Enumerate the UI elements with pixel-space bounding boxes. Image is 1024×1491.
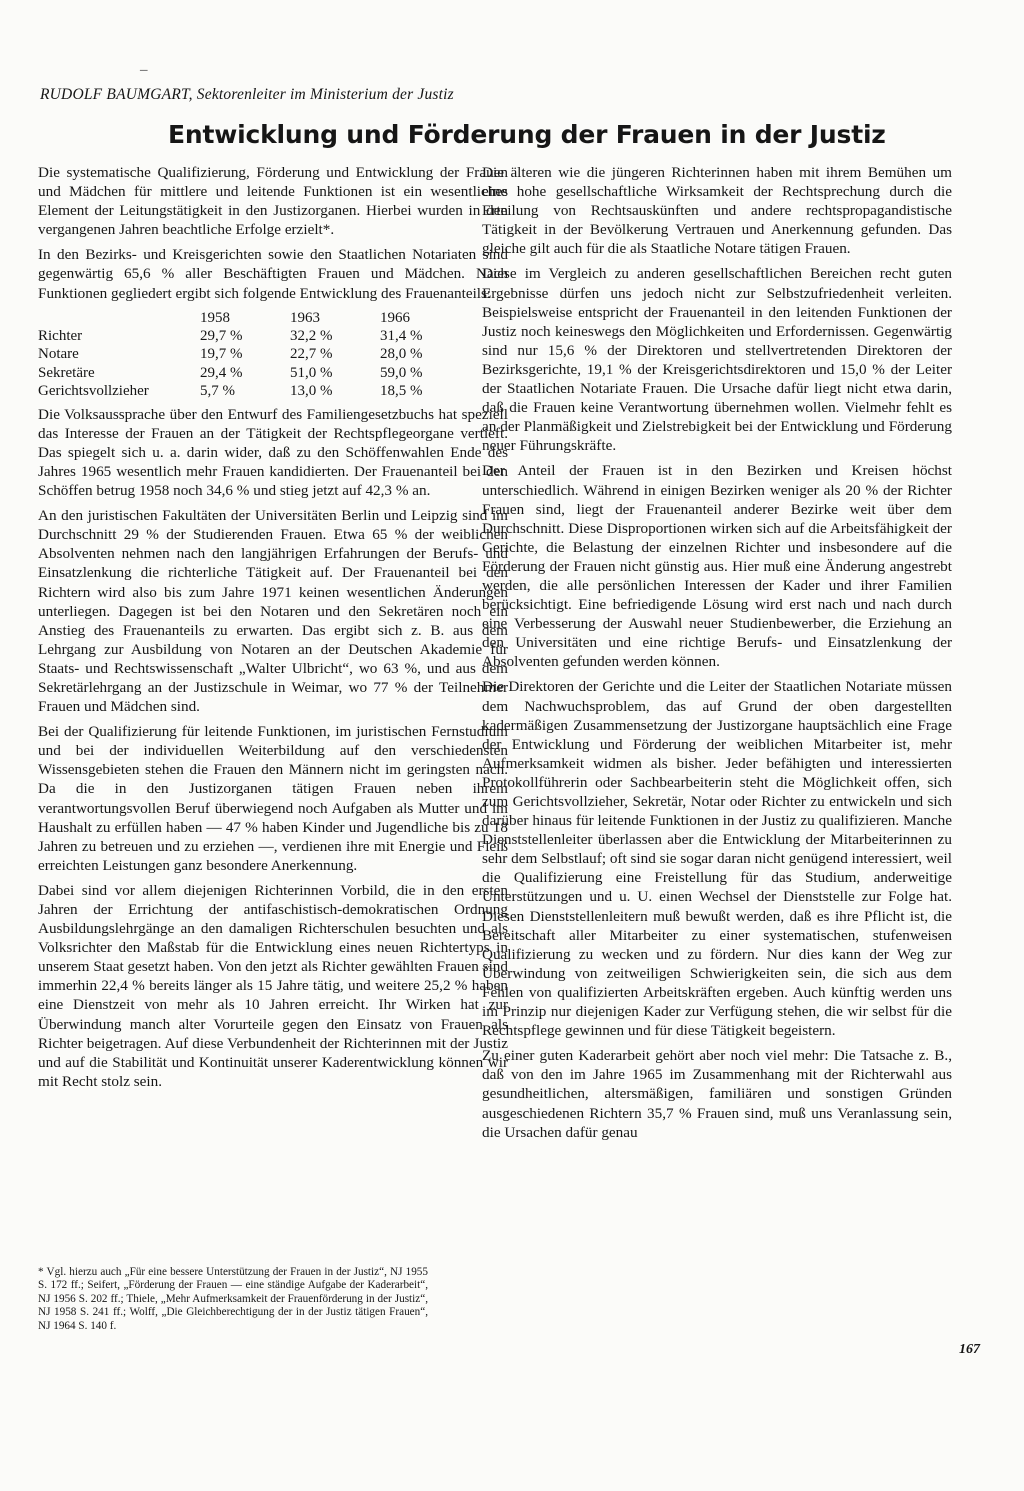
paragraph: Die Direktoren der Gerichte und die Leiter der Staatlichen Notariate müssen dem Nachwuchsproblem, das auf Grund der oben dargestellten kadermäßigen Zusammensetzung der Justizorgane hauptsächlich eine Frage der Entwicklung und Förderung der weiblichen Mitarbeiter ist, mehr Aufmerksamkeit widmen als bisher. Jeder befähigten und interessierten Protokollführerin oder Sachbearbeiterin steht die Möglichkeit offen, sich zum Gerichtsvollzieher, Sekretär, Notar oder Richter zu entwickeln und sich darüber hinaus für leitende Funktionen in der Justiz zu qualifizieren. Manche Dienststellenleiter überlassen aber die Entwicklung der Mitarbeiterinnen zu sehr dem Selbstlauf; oft sind sie sogar daran nicht genügend interessiert, weil die Qualifizierung eine Freistellung für das Studium, anderweitige Unterstützungen und u. U. einen Wechsel der Dienststelle zur Folge hat. Diesen Dienststellenleitern muß bewußt werden, daß es ihre Pflicht ist, die Bereitschaft aller Mitarbeiter zu einer systematischen, stufenweisen Qualifizierung zu wecken und zu fördern. Nur dies kann der Weg zur Überwindung von zeitweiligen Schwierigkeiten sein, die sich aus dem Fehlen von qualifizierten Arbeitskräften ergeben. Auch künftig werden uns im Prinzip nur diejenigen Kader zur Verfügung stehen, die wir selbst für die Rechtspflege gewinnen und für diese Tätigkeit begeistern. [482,678,952,1040]
paragraph: Die Volksaussprache über den Entwurf des Familiengesetzbuchs hat speziell das Interesse der Frauen an der Tätigkeit der Rechtspflegeorgane vertieft. Das spiegelt sich u. a. darin wider, daß zu den Schöffenwahlen Ende des Jahres 1965 wesentlich mehr Frauen kandidierten. Der Frauenanteil bei den Schöffen betrug 1958 noch 34,6 % und stieg jetzt auf 42,3 % an. [38,405,508,500]
table-cell: 5,7 % [200,383,235,400]
right-column [482,163,952,1148]
row-label: Richter [38,327,83,344]
table-cell: 51,0 % [290,364,333,381]
table-cell: 13,0 % [290,383,333,400]
stray-mark: – [140,62,148,78]
paragraph: Der Anteil der Frauen ist in den Bezirken und Kreisen höchst unterschiedlich. Während in einigen Bezirken weniger als 20 % der Richter Frauen sind, liegt der Frauenanteil anderer Bezirke weit über dem Durchschnitt. Diese Disproportionen wirken sich auf die Arbeitsfähigkeit der Gerichte, die Belastung der einzelnen Richter und insbesondere auf die Förderung der Frauen nicht günstig aus. Hier muß eine Änderung angestrebt werden, die alle persönlichen Interessen der Kader und ihrer Familien berücksichtigt. Eine befriedigende Lösung wird erst nach und nach durch eine Verbesserung der Auswahl neuer Studienbewerber, die Erziehung an den Universitäten und eine richtige Berufs- und Einsatzlenkung der Absolventen gefunden werden können. [482,462,952,671]
article-headline: Entwicklung und Förderung der Frauen in der Justiz [168,120,886,149]
footnote: * Vgl. hierzu auch „Für eine bessere Unterstützung der Frauen in der Justiz“, NJ 1955 S. 172 ff.; Seifert, „Förderung der Frauen — eine ständige Aufgabe der Kaderarbeit“, NJ 1956 S. 202 ff.; Thiele, „Mehr Aufmerksamkeit der Frauenförderung in der Justiz“, NJ 1958 S. 241 ff.; Wolff, „Die Gleichberechtigung der in der Justiz tätigen Frauen“, NJ 1964 S. 140 f. [38,1266,428,1332]
paragraph: An den juristischen Fakultäten der Universitäten Berlin und Leipzig sind im Durchschnitt 29 % der Studierenden Frauen. Etwa 65 % der weiblichen Absolventen nehmen nach den langjährigen Erfahrungen der Berufs- und Einsatzlenkung die richterliche Tätigkeit auf. Der Frauenanteil bei den Richtern wird also bis zum Jahre 1971 keinen wesentlichen Änderungen unterliegen. Dagegen ist bei den Notaren und den Sekretären noch ein Anstieg des Frauenanteils zu erwarten. Das ergibt sich z. B. aus dem Lehrgang zur Ausbildung von Notaren an der Deutschen Akademie für Staats- und Rechtswissenschaft „Walter Ulbricht“, wo 63 %, und aus dem Sekretärlehrgang an der Justizschule in Weimar, wo 77 % der Teilnehmer Frauen und Mädchen sind. [38,507,508,716]
paragraph: Die älteren wie die jüngeren Richterinnen haben mit ihrem Bemühen um eine hohe gesellschaftliche Wirksamkeit der Rechtsprechung durch die Erteilung von Rechtsauskünften und andere rechtspropagandistische Tätigkeit in der Bevölkerung Vertrauen und Anerkennung gefunden. Das gleiche gilt auch für die als Staatliche Notare tätigen Frauen. [482,164,952,258]
table-cell: 31,4 % [380,327,423,344]
table-cell: 22,7 % [290,346,333,363]
page-number: 167 [959,1342,980,1357]
women-share-table [38,309,458,401]
table-row [38,364,458,383]
table-cell: 29,7 % [200,327,243,344]
year-header: 1963 [290,309,320,326]
paragraph: Die systematische Qualifizierung, Förderung und Entwicklung der Frauen und Mädchen für mittlere und leitende Funktionen ist ein wesentliches Element der Leitungstätigkeit in den Justizorganen. Hierbei wurden in den vergangenen Jahren beachtliche Erfolge erzielt*. [38,164,508,239]
table-row [38,345,458,364]
table-cell: 32,2 % [290,327,333,344]
paragraph: Diese im Vergleich zu anderen gesellschaftlichen Bereichen recht guten Ergebnisse dürfen uns jedoch nicht zur Selbstzufriedenheit verleiten. Beispielsweise entspricht der Frauenanteil in den leitenden Funktionen der Justiz noch keineswegs den Möglichkeiten und Erfordernissen. Gegenwärtig sind nur 15,6 % der Direktoren und stellvertretenden Direktoren der Bezirksgerichte, 19,1 % der Kreisgerichtsdirektoren und 15,0 % der Leiter der Staatlichen Notariate Frauen. Die Ursache dafür liegt nicht etwa darin, daß die Frauen keine Verantwortung übernehmen wollen. Vielmehr fehlt es an der Planmäßigkeit und Zielstrebigkeit bei der Entwicklung und Förderung neuer Führungskräfte. [482,265,952,455]
table-cell: 59,0 % [380,364,423,381]
paragraph: In den Bezirks- und Kreisgerichten sowie den Staatlichen Notariaten sind gegenwärtig 65,6 % aller Beschäftigten Frauen und Mädchen. Nach Funktionen gegliedert ergibt sich folgende Entwicklung des Frauenanteils: [38,246,508,302]
row-label: Gerichtsvollzieher [38,383,149,400]
table-row [38,382,458,401]
table-cell: 29,4 % [200,364,243,381]
table-cell: 19,7 % [200,346,243,363]
paragraph: Zu einer guten Kaderarbeit gehört aber noch viel mehr: Die Tatsache z. B., daß von den im Jahre 1965 im Zusammenhang mit der Richterwahl aus gesundheitlichen, altersmäßigen, familiären und sonstigen Gründen ausgeschiedenen Richtern 35,7 % Frauen sind, muß uns Veranlassung sein, die Ursachen dafür genau [482,1047,952,1141]
table-cell: 28,0 % [380,346,423,363]
left-column [38,163,508,1097]
row-label: Notare [38,346,79,363]
author-byline: RUDOLF BAUMGART, Sektorenleiter im Ministerium der Justiz [40,86,454,103]
paragraph: Dabei sind vor allem diejenigen Richterinnen Vorbild, die in den ersten Jahren der Errichtung der antifaschistisch-demokratischen Ordnung Ausbildungslehrgänge an den damaligen Richterschulen besuchten und als Volksrichter den Maßstab für die Entwicklung eines neuen Richtertyps in unserem Staat gesetzt haben. Von den jetzt als Richter gewählten Frauen sind immerhin 22,4 % bereits länger als 15 Jahre tätig, und weitere 25,2 % haben eine Dienstzeit von mehr als 10 Jahren erreicht. Ihr Wirken hat zur Überwindung manch alter Vorurteile gegen den Einsatz von Frauen als Richter beigetragen. Auf diese Verbundenheit der Richterinnen mit der Justiz und auf die Stabilität und Kontinuität unserer Kaderentwicklung können wir mit Recht stolz sein. [38,881,508,1090]
year-header: 1966 [380,309,410,326]
row-label: Sekretäre [38,364,95,381]
year-header: 1958 [200,309,230,326]
table-header-row [38,309,458,327]
table-row [38,327,458,346]
table-header-blank [38,309,188,327]
table-cell: 18,5 % [380,383,423,400]
paragraph: Bei der Qualifizierung für leitende Funktionen, im juristischen Fernstudium und bei der individuellen Weiterbildung auf den verschiedensten Wissensgebieten stehen die Frauen den Männern nicht im geringsten nach. Da die in den Justizorganen tätigen Frauen neben ihrem verantwortungsvollen Beruf überwiegend noch Aufgaben als Mutter und im Haushalt zu erfüllen haben — 47 % haben Kinder und Jugendliche bis zu 18 Jahren zu betreuen und zu erziehen —, verdienen ihre mit Energie und Fleiß erreichten Leistungen ganz besondere Anerkennung. [38,723,508,874]
